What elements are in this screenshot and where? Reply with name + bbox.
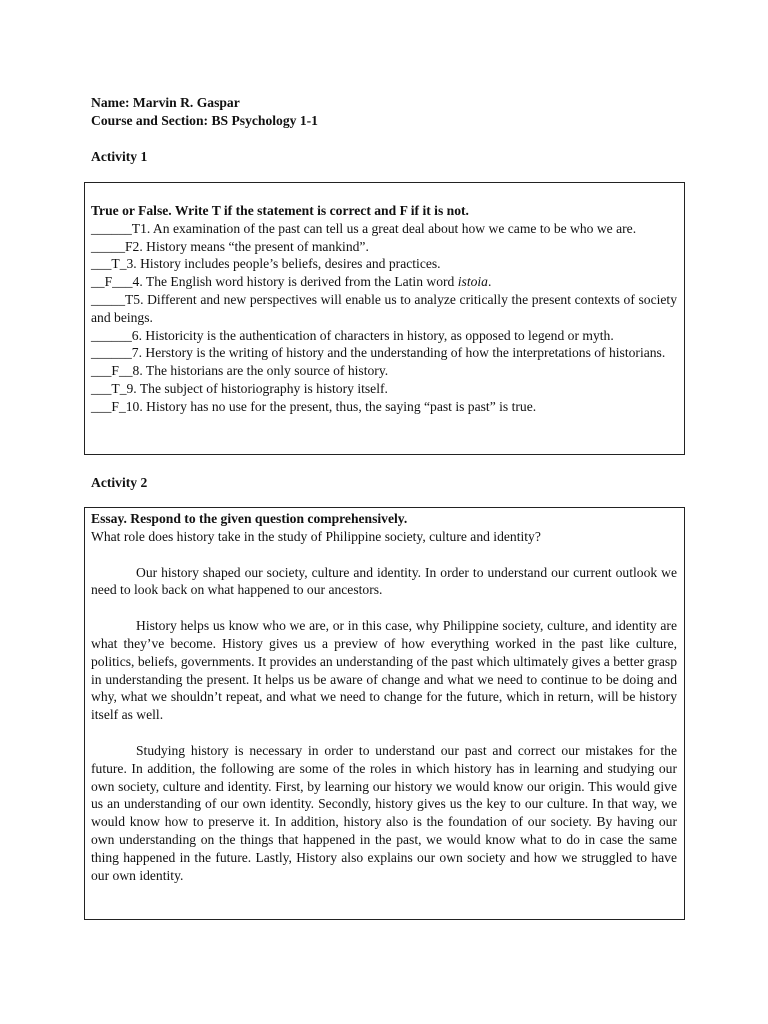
statement-text: 2. History means “the present of mankind”.	[132, 238, 369, 254]
list-item	[91, 255, 677, 273]
answer-blank: ___F_	[91, 398, 126, 414]
answer-blank: ______	[91, 345, 132, 361]
statement-text: 7. Herstory is the writing of history and the understanding of how the interpretations of historians.	[131, 345, 666, 361]
name-value: Marvin R. Gaspar	[132, 95, 240, 110]
latin-word: istoia	[457, 274, 488, 290]
list-item	[91, 273, 677, 291]
list-item	[91, 238, 677, 256]
essay-paragraph: History helps us know who we are, or in this case, why Philippine society, culture, and identity are what they’ve become. History gives us a preview of how everything worked in the past like culture, politics, beliefs, governments. It provides an understanding of the past which ultimately gives a better grasp in understanding the present. It helps us be aware of change and what we need to continue to be doing and why, what we shouldn’t repeat, and what we need to change for the future, which in return, will be history itself as well.	[91, 618, 677, 723]
statement-text: 6. Historicity is the authentication of characters in history, as opposed to legend or myth.	[131, 327, 614, 343]
list-item	[91, 220, 677, 238]
activity2-title: Essay. Respond to the given question comprehensively.	[91, 511, 408, 526]
essay-paragraph: Our history shaped our society, culture and identity. In order to understand our current outlook we need to look back on what happened to our ancestors.	[91, 564, 677, 598]
statement-text: 10. History has no use for the present, thus, the saying “past is past” is true.	[125, 398, 537, 414]
statement-text: 1. An examination of the past can tell us a great deal about how we came to be who we are.	[140, 220, 637, 236]
answer-blank: ______T	[91, 220, 141, 236]
statement-text: 9. The subject of historiography is history itself.	[126, 380, 388, 396]
answer-blank: ___T_	[91, 256, 127, 272]
statement-text: 5. Different and new perspectives will enable us to analyze critically the present contexts of society and beings.	[91, 291, 677, 325]
name-line	[91, 94, 240, 112]
essay-paragraph: Studying history is necessary in order to understand our past and correct our mistakes for the future. In addition, the following are some of the roles in which history has in learning and studying our own society, culture and identity. First, by learning our history we would know our origin. This would give us an understanding of our own identity. Secondly, history gives us the key to our culture. In that way, we would know how to preserve it. In addition, history also is the foundation of our society. By having our own understanding on the things that happened in the past, we would know what to do in case the same thing happened in the future. Lastly, History also explains our own society and how we struggled to have our own identity.	[91, 742, 677, 883]
list-item	[91, 398, 677, 416]
statement-text: 3. History includes people’s beliefs, desires and practices.	[126, 256, 441, 272]
answer-blank: _____T	[91, 291, 134, 307]
activity1-heading: Activity 1	[91, 149, 148, 164]
course-label: Course and Section:	[91, 113, 209, 128]
answer-blank: ___T_	[91, 380, 127, 396]
answer-blank: ___F__	[91, 363, 133, 379]
statement-text: 4. The English word history is derived from the Latin word	[132, 274, 458, 290]
list-item	[91, 362, 677, 380]
course-line	[91, 112, 318, 130]
list-item	[91, 327, 677, 345]
list-item	[91, 291, 677, 327]
activity1-title: True or False. Write T if the statement is correct and F if it is not.	[91, 203, 469, 218]
statement-end: .	[487, 274, 492, 290]
list-item	[91, 380, 677, 398]
answer-blank: _____F	[91, 238, 133, 254]
activity2-heading: Activity 2	[91, 475, 148, 490]
list-item	[91, 344, 677, 362]
activity2-box	[84, 507, 685, 920]
course-value: BS Psychology 1-1	[211, 113, 318, 128]
statement-text: 8. The historians are the only source of history.	[132, 363, 389, 379]
name-label: Name:	[91, 95, 130, 110]
essay-question: What role does history take in the study of Philippine society, culture and identity?	[91, 528, 541, 544]
answer-blank: ______	[91, 327, 132, 343]
activity1-box	[84, 182, 685, 455]
answer-blank: __F___	[91, 274, 133, 290]
